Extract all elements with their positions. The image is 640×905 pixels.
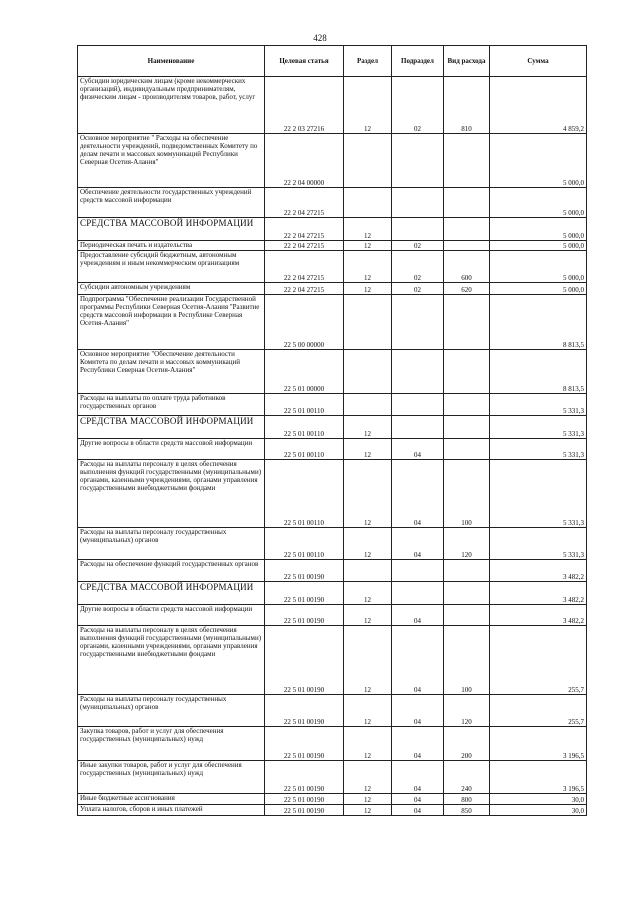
row-subsection bbox=[392, 416, 444, 439]
table-row bbox=[78, 241, 587, 251]
table-row bbox=[78, 695, 587, 727]
row-subsection: 02 bbox=[392, 241, 444, 251]
row-section: 12 bbox=[344, 695, 392, 727]
page-number: 428 bbox=[313, 33, 327, 43]
row-section bbox=[344, 394, 392, 416]
row-subsection bbox=[392, 394, 444, 416]
row-amount: 5 331,3 bbox=[490, 528, 587, 560]
row-name: Иные бюджетные ассигнования bbox=[78, 794, 265, 805]
row-section: 12 bbox=[344, 77, 392, 134]
table-row bbox=[78, 394, 587, 416]
row-name: Обеспечение деятельности государственных учреждений средств массовой информации bbox=[78, 188, 265, 218]
row-expense-type: 620 bbox=[444, 283, 490, 295]
row-subsection: 04 bbox=[392, 460, 444, 528]
table-row bbox=[78, 794, 587, 805]
table-row bbox=[78, 727, 587, 761]
row-expense-type: 120 bbox=[444, 695, 490, 727]
table-body bbox=[78, 77, 587, 816]
row-amount: 255,7 bbox=[490, 626, 587, 695]
row-subsection: 04 bbox=[392, 695, 444, 727]
row-target: 22 5 01 00190 bbox=[265, 626, 344, 695]
row-amount: 5 331,3 bbox=[490, 460, 587, 528]
row-section: 12 bbox=[344, 605, 392, 626]
row-target: 22 5 01 00190 bbox=[265, 695, 344, 727]
table-row bbox=[78, 188, 587, 218]
row-expense-type bbox=[444, 582, 490, 605]
table-row bbox=[78, 77, 587, 134]
row-expense-type bbox=[444, 560, 490, 582]
row-subsection: 02 bbox=[392, 283, 444, 295]
row-section: 12 bbox=[344, 283, 392, 295]
row-target: 22 5 01 00190 bbox=[265, 761, 344, 794]
row-expense-type bbox=[444, 416, 490, 439]
row-name: Расходы на обеспечение функций государственных органов bbox=[78, 560, 265, 582]
row-expense-type bbox=[444, 350, 490, 394]
row-subsection: 04 bbox=[392, 605, 444, 626]
row-amount: 3 196,5 bbox=[490, 727, 587, 761]
table-row bbox=[78, 283, 587, 295]
row-amount: 8 813,5 bbox=[490, 295, 587, 350]
row-name: Другие вопросы в области средств массовой информации bbox=[78, 439, 265, 460]
row-section bbox=[344, 188, 392, 218]
row-name: Другие вопросы в области средств массовой информации bbox=[78, 605, 265, 626]
row-subsection: 04 bbox=[392, 727, 444, 761]
row-target: 22 5 01 00190 bbox=[265, 727, 344, 761]
row-target: 22 5 01 00000 bbox=[265, 350, 344, 394]
table-row bbox=[78, 626, 587, 695]
header-name: Наименование bbox=[78, 46, 265, 77]
row-target: 22 2 04 27215 bbox=[265, 251, 344, 283]
row-subsection bbox=[392, 350, 444, 394]
header-section: Раздел bbox=[344, 46, 392, 77]
row-section: 12 bbox=[344, 528, 392, 560]
row-subsection bbox=[392, 218, 444, 241]
row-section bbox=[344, 134, 392, 188]
row-subsection bbox=[392, 188, 444, 218]
row-name: СРЕДСТВА МАССОВОЙ ИНФОРМАЦИИ bbox=[78, 416, 265, 439]
row-section: 12 bbox=[344, 439, 392, 460]
row-name: Основное мероприятие " Расходы на обеспечение деятельности учреждений, подведомственных Комитету по делам печати и массовых коммуникаций Республики Северная Осетия-Алания" bbox=[78, 134, 265, 188]
table-row bbox=[78, 528, 587, 560]
row-section: 12 bbox=[344, 794, 392, 805]
row-name: Расходы на выплаты по оплате труда работников государственных органов bbox=[78, 394, 265, 416]
row-expense-type bbox=[444, 394, 490, 416]
row-amount: 8 813,5 bbox=[490, 350, 587, 394]
table-row bbox=[78, 416, 587, 439]
row-name: Основное мероприятие "Обеспечение деятельности Комитета по делам печати и массовых коммуникаций Республики Северная Осетия-Алания" bbox=[78, 350, 265, 394]
row-amount: 4 859,2 bbox=[490, 77, 587, 134]
row-expense-type: 100 bbox=[444, 626, 490, 695]
table-row bbox=[78, 350, 587, 394]
table-row bbox=[78, 582, 587, 605]
row-subsection: 02 bbox=[392, 251, 444, 283]
row-subsection: 04 bbox=[392, 805, 444, 816]
table-row bbox=[78, 439, 587, 460]
row-expense-type: 600 bbox=[444, 251, 490, 283]
table-row bbox=[78, 134, 587, 188]
table-row bbox=[78, 560, 587, 582]
row-expense-type bbox=[444, 605, 490, 626]
row-expense-type: 120 bbox=[444, 528, 490, 560]
budget-table bbox=[77, 45, 587, 816]
row-section: 12 bbox=[344, 218, 392, 241]
row-target: 22 5 01 00110 bbox=[265, 394, 344, 416]
row-target: 22 5 01 00190 bbox=[265, 794, 344, 805]
row-target: 22 2 04 27215 bbox=[265, 241, 344, 251]
table-header-row bbox=[78, 46, 587, 77]
row-name: Субсидии юридическим лицам (кроме некоммерческих организаций), индивидуальным предпринимателям, физическим лицам - производителям товаров, работ, услуг bbox=[78, 77, 265, 134]
row-section: 12 bbox=[344, 241, 392, 251]
row-amount: 255,7 bbox=[490, 695, 587, 727]
row-name: Уплата налогов, сборов и иных платежей bbox=[78, 805, 265, 816]
row-target: 22 5 01 00190 bbox=[265, 605, 344, 626]
row-name: Периодическая печать и издательства bbox=[78, 241, 265, 251]
row-name: Расходы на выплаты персоналу государственных (муниципальных) органов bbox=[78, 528, 265, 560]
row-expense-type: 200 bbox=[444, 727, 490, 761]
row-name: Расходы на выплаты персоналу государственных (муниципальных) органов bbox=[78, 695, 265, 727]
row-amount: 5 000,0 bbox=[490, 218, 587, 241]
row-target: 22 5 01 00190 bbox=[265, 805, 344, 816]
row-section: 12 bbox=[344, 761, 392, 794]
row-target: 22 5 00 00000 bbox=[265, 295, 344, 350]
row-expense-type bbox=[444, 188, 490, 218]
row-subsection: 04 bbox=[392, 626, 444, 695]
row-amount: 5 000,0 bbox=[490, 241, 587, 251]
row-expense-type: 850 bbox=[444, 805, 490, 816]
row-target: 22 2 04 27215 bbox=[265, 188, 344, 218]
row-amount: 5 331,3 bbox=[490, 416, 587, 439]
row-subsection: 04 bbox=[392, 794, 444, 805]
row-amount: 5 000,0 bbox=[490, 134, 587, 188]
row-expense-type: 100 bbox=[444, 460, 490, 528]
row-amount: 5 000,0 bbox=[490, 188, 587, 218]
row-section: 12 bbox=[344, 626, 392, 695]
table-row bbox=[78, 295, 587, 350]
row-section: 12 bbox=[344, 727, 392, 761]
row-target: 22 5 01 00190 bbox=[265, 582, 344, 605]
row-amount: 30,0 bbox=[490, 805, 587, 816]
table-row bbox=[78, 805, 587, 816]
row-section bbox=[344, 560, 392, 582]
row-expense-type bbox=[444, 295, 490, 350]
row-expense-type: 810 bbox=[444, 77, 490, 134]
row-section: 12 bbox=[344, 460, 392, 528]
row-name: СРЕДСТВА МАССОВОЙ ИНФОРМАЦИИ bbox=[78, 218, 265, 241]
row-subsection: 04 bbox=[392, 528, 444, 560]
row-subsection: 02 bbox=[392, 77, 444, 134]
row-amount: 5 331,3 bbox=[490, 439, 587, 460]
table-row bbox=[78, 251, 587, 283]
row-target: 22 5 01 00110 bbox=[265, 416, 344, 439]
row-name: СРЕДСТВА МАССОВОЙ ИНФОРМАЦИИ bbox=[78, 582, 265, 605]
row-target: 22 2 03 27216 bbox=[265, 77, 344, 134]
row-name: Предоставление субсидий бюджетным, автономным учреждениям и иным некоммерческим организациям bbox=[78, 251, 265, 283]
row-name: Подпрограмма "Обеспечение реализации Государственной программы Республики Северная Осетия-Алания "Развитие средств массовой информации в Республике Северная Осетия-Алания" bbox=[78, 295, 265, 350]
table-row bbox=[78, 605, 587, 626]
row-section: 12 bbox=[344, 582, 392, 605]
row-target: 22 2 04 27215 bbox=[265, 283, 344, 295]
row-expense-type: 800 bbox=[444, 794, 490, 805]
row-expense-type: 240 bbox=[444, 761, 490, 794]
row-expense-type bbox=[444, 439, 490, 460]
row-subsection bbox=[392, 295, 444, 350]
row-section: 12 bbox=[344, 251, 392, 283]
row-target: 22 5 01 00190 bbox=[265, 560, 344, 582]
row-target: 22 5 01 00110 bbox=[265, 528, 344, 560]
row-target: 22 5 01 00110 bbox=[265, 439, 344, 460]
row-amount: 3 482,2 bbox=[490, 582, 587, 605]
row-name: Закупка товаров, работ и услуг для обеспечения государственных (муниципальных) нужд bbox=[78, 727, 265, 761]
row-name: Иные закупки товаров, работ и услуг для обеспечения государственных (муниципальных) нужд bbox=[78, 761, 265, 794]
row-amount: 3 482,2 bbox=[490, 560, 587, 582]
row-expense-type bbox=[444, 134, 490, 188]
row-expense-type bbox=[444, 218, 490, 241]
row-name: Субсидии автономным учреждениям bbox=[78, 283, 265, 295]
table-row bbox=[78, 460, 587, 528]
table-row bbox=[78, 218, 587, 241]
row-target: 22 2 04 27215 bbox=[265, 218, 344, 241]
row-expense-type bbox=[444, 241, 490, 251]
row-amount: 5 000,0 bbox=[490, 283, 587, 295]
row-name: Расходы на выплаты персоналу в целях обеспечения выполнения функций государственными (муниципальными) органами, казенными учреждениями, органами управления государственными внебюджетными фондами bbox=[78, 626, 265, 695]
row-section: 12 bbox=[344, 805, 392, 816]
row-name: Расходы на выплаты персоналу в целях обеспечения выполнения функций государственными (муниципальными) органами, казенными учреждениями, органами управления государственными внебюджетными фондами bbox=[78, 460, 265, 528]
row-subsection: 04 bbox=[392, 439, 444, 460]
row-amount: 3 482,2 bbox=[490, 605, 587, 626]
header-expense-type: Вид расхода bbox=[444, 46, 490, 77]
header-subsection: Подраздел bbox=[392, 46, 444, 77]
row-subsection bbox=[392, 134, 444, 188]
row-section: 12 bbox=[344, 416, 392, 439]
row-amount: 30,0 bbox=[490, 794, 587, 805]
header-target: Целевая статья bbox=[265, 46, 344, 77]
row-target: 22 2 04 00000 bbox=[265, 134, 344, 188]
row-subsection: 04 bbox=[392, 761, 444, 794]
row-target: 22 5 01 00110 bbox=[265, 460, 344, 528]
row-subsection bbox=[392, 582, 444, 605]
row-section bbox=[344, 350, 392, 394]
row-amount: 5 331,3 bbox=[490, 394, 587, 416]
row-amount: 3 196,5 bbox=[490, 761, 587, 794]
header-amount: Сумма bbox=[490, 46, 587, 77]
row-subsection bbox=[392, 560, 444, 582]
row-section bbox=[344, 295, 392, 350]
table-row bbox=[78, 761, 587, 794]
row-amount: 5 000,0 bbox=[490, 251, 587, 283]
